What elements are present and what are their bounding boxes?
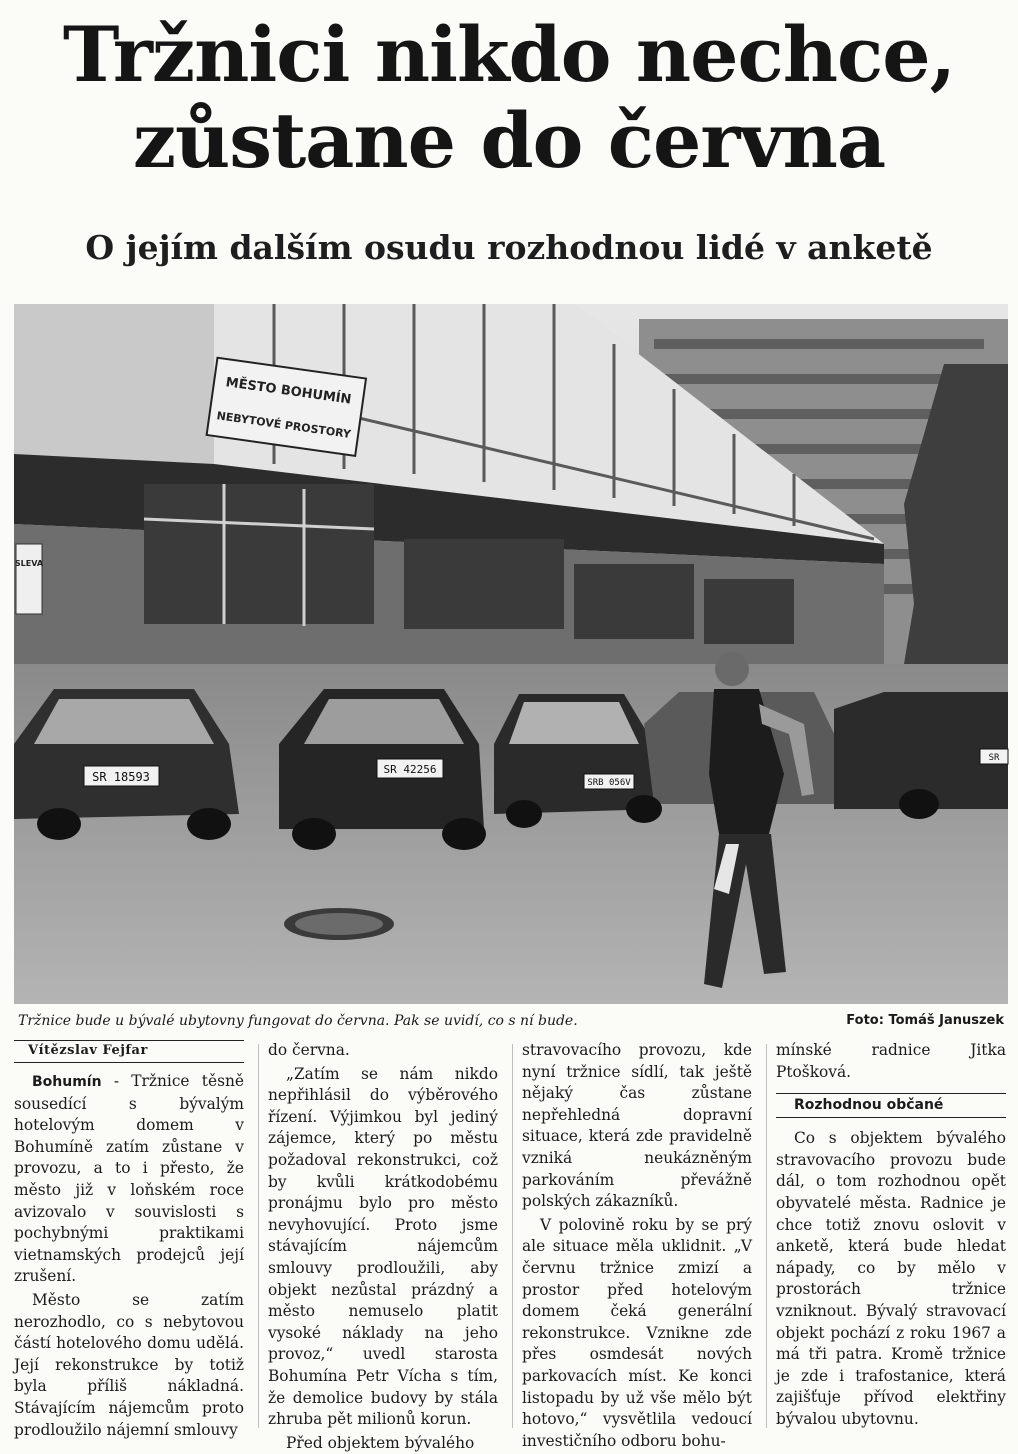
paragraph-9: Co s objektem bývalého stravovacího provozu bude dál, o tom rozhodnou opět obyvatelé města. Radnice je chce totiž znovu oslovit v anketě, která bude hledat nápady, co by mělo v prostorách tržnice vzniknout. Bývalý stravovací objekt pochází z roku 1967 a má tři patra. Kromě tržnice je zde i trafostanice, která zajišťuje přívod elektřiny bývalou ubytovnu. [776,1129,1006,1428]
sign-text-city: MĚSTO BOHUMÍN [224,375,353,408]
article-body [14,1040,1008,1452]
car-2 [279,689,484,829]
photo-caption: Tržnice bude u bývalé ubytovny fungovat do června. Pak se uvidí, co s ní bude. [18,1013,578,1029]
photo-caption-row [14,1010,1008,1034]
article-photo [14,304,1008,1004]
paragraph-2: Město se zatím nerozhodlo, co s nebytovou částí hotelového domu udělá. Její rekonstrukce by totiž byla příliš nákladná. Stávajícím nájemcům proto prodloužilo nájemní smlouvy [14,1290,244,1439]
paragraph-3: do června. [268,1041,350,1059]
plate-2: SR 42256 [383,763,437,776]
paragraph-1 [14,1071,244,1288]
column-1 [14,1040,244,1439]
dateline-location: Bohumín [32,1074,102,1090]
plate-3: SRB 056V [587,778,631,788]
paragraph-8: mínské radnice Jitka Ptošková. [776,1041,1006,1081]
author-byline: Vítězslav Fejfar [14,1040,244,1063]
headline-line-1: Tržnici nikdo nechce, [62,10,956,99]
headline-line-2: zůstane do června [132,96,886,185]
column-2 [268,1040,498,1452]
paragraph-7: V polovině roku by se prý ale situace měla uklidnit. „V červnu tržnice zmizí a prostor před hotelovým domem čeká generální rekonstrukce. Vznikne zde přes osmdesát nových parkovacích míst. Ke konci listopadu by už vše mělo být hotovo,“ vysvětlila vedoucí investičního odboru bohu- [522,1215,752,1450]
column-3 [522,1040,752,1450]
photo-credit: Foto: Tomáš Januszek [846,1013,1004,1028]
sign-text-premises: NEBYTOVÉ PROSTORY [215,409,352,441]
paragraph-1-text: - Tržnice těsně sousedící s bývalým hotelovým domem v Bohumíně zatím zůstane v provozu, a to i přesto, že město již v loňském roce avizovalo v souvislosti s pochybnými praktikami vietnamských prodejců její zrušení. [14,1072,244,1286]
subheadline: O jejím dalším osudu rozhodnou lidé v anketě [85,228,933,267]
column-rule [512,1044,513,1428]
car-1 [14,689,239,819]
column-rule [766,1044,767,1428]
plate-4: SR [988,753,1000,763]
paragraph-4: „Zatím se nám nikdo nepřihlásil do výběrového řízení. Výjimkou byl jediný zájemce, který po městu požadoval rekonstrukci, což by kvůli krátkodobému pronájmu bylo pro město nevyhovující. Proto jsme stávajícím nájemcům smlouvy prodloužili, aby objekt nezůstal prázdný a město nemuselo platit vysoké náklady na jeho provoz,“ uvedl starosta Bohumína Petr Vícha s tím, že demolice budovy by stála zhruba pět milionů korun. [268,1064,498,1429]
column-4 [776,1040,1006,1430]
paragraph-6: stravovacího provozu, kde nyní tržnice sídlí, tak ještě nějaký čas zůstane nepřehledná dopravní situace, která zde pravidelně vzniká neukázněným parkováním převážně polských zákazníků. [522,1041,752,1211]
plate-1: SR 18593 [92,770,150,784]
paragraph-5: Před objektem bývalého [286,1433,475,1452]
column-rule [258,1044,259,1428]
headline [0,12,1018,184]
subsection-title: Rozhodnou občané [776,1093,1006,1118]
photo-illustration [14,304,1008,1004]
car-3 [494,694,659,814]
shop-sign: SLEVA [14,559,44,568]
